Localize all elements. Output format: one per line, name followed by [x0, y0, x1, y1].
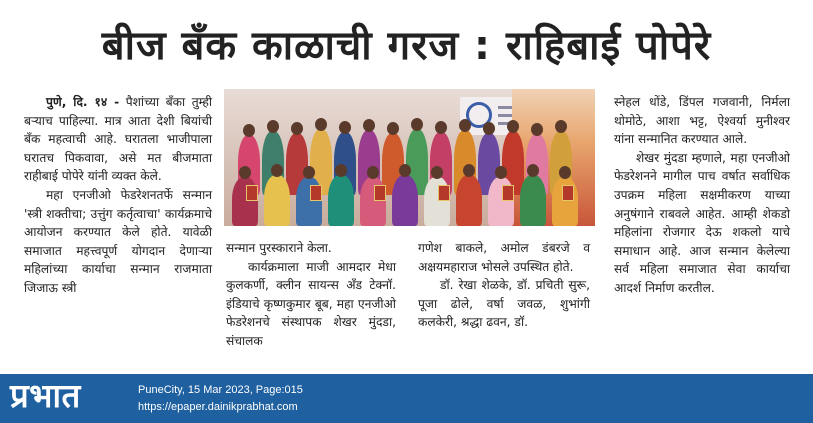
article-column-1 — [24, 93, 212, 298]
lead-text: पैशांच्या बँका तुम्ही बऱ्याच पाहिल्या. मात्र आता देशी बियांची बँक महत्वाची आहे. घरातला भाजीपाला घरातच पिकवावा, असे मत बीजमाता राहीबाई पोपेरे यांनी व्यक्त केले. — [24, 95, 212, 184]
award-frame — [502, 185, 514, 201]
headline: बीज बँक काळाची गरज : राहिबाई पोपेरे — [101, 23, 712, 69]
award-frame — [310, 185, 322, 201]
award-frame — [562, 185, 574, 201]
person — [264, 175, 290, 226]
paragraph: सन्मान पुरस्काराने केला. — [226, 241, 332, 255]
footer-bar — [0, 374, 813, 423]
award-frame — [374, 185, 386, 201]
award-frame — [438, 185, 450, 201]
edition-info: PuneCity, 15 Mar 2023, Page:015 — [138, 384, 303, 396]
epaper-link[interactable]: https://epaper.dainikprabhat.com — [138, 401, 298, 413]
paragraph: कार्यक्रमाला माजी आमदार मेधा कुलकर्णी, क्लीन सायन्स अँड टेक्नॉ. इंडियाचे कृष्णकुमार बूब, महा एनजीओ फेडरेशनचे संस्थापक शेखर मुंदडा, संचालक — [226, 259, 396, 348]
paragraph: गणेश बाकले, अमोल डंबरजे व अक्षयमहाराज भोसले उपस्थित होते. — [418, 241, 590, 274]
article-column-3 — [418, 239, 590, 332]
event-photo — [224, 89, 595, 226]
article-column-4 — [614, 93, 790, 298]
dateline: पुणे, दि. १४ - — [46, 95, 120, 109]
person — [456, 175, 482, 226]
paragraph: शेखर मुंदडा म्हणाले, महा एनजीओ फेडरेशनने मागील पाच वर्षात सर्वाधिक उपक्रम महिला सक्षमीकरण याच्या अनुषंगाने राबवले आहेत. आम्ही शेकडो महिलांना रोजगार देऊ शकलो याचे समाधान आहे. आज सन्मान केलेल्या सर्व महिला समाजात सेवा कार्याचा आदर्श निर्माण करतील. — [614, 150, 790, 295]
prabhat-logo: प्रभात — [10, 376, 81, 415]
person — [392, 175, 418, 226]
lead-paragraph — [24, 93, 212, 186]
paragraph: स्नेहल धोंडे, डिंपल गजवानी, निर्मला थोमोठे, आशा भट्ट, ऐश्वर्या मुनीश्वर यांना सन्मानित करण्यात आले. — [614, 95, 790, 147]
person — [520, 175, 546, 226]
person — [328, 175, 354, 226]
paragraph: डॉ. रेखा शेळके, डॉ. प्रचिती सुरू, पूजा ढोले, वर्षा जवळ, शुभांगी कलकेरी, श्रद्धा ढवन, डॉ. — [418, 278, 590, 330]
paragraph: महा एनजीओ फेडरेशनतर्फे सन्मान 'स्त्री शक्तीचा; उत्तुंग कर्तृत्वाचा' कार्यक्रमाचे आयोजन करण्यात केले होते. यावेळी समाजात महत्त्वपूर्ण योगदान देणाऱ्या महिलांच्या कार्याचा सन्मान राजमाता जिजाऊ स्त्री — [24, 187, 212, 295]
article-column-2 — [226, 239, 396, 351]
award-frame — [246, 185, 258, 201]
